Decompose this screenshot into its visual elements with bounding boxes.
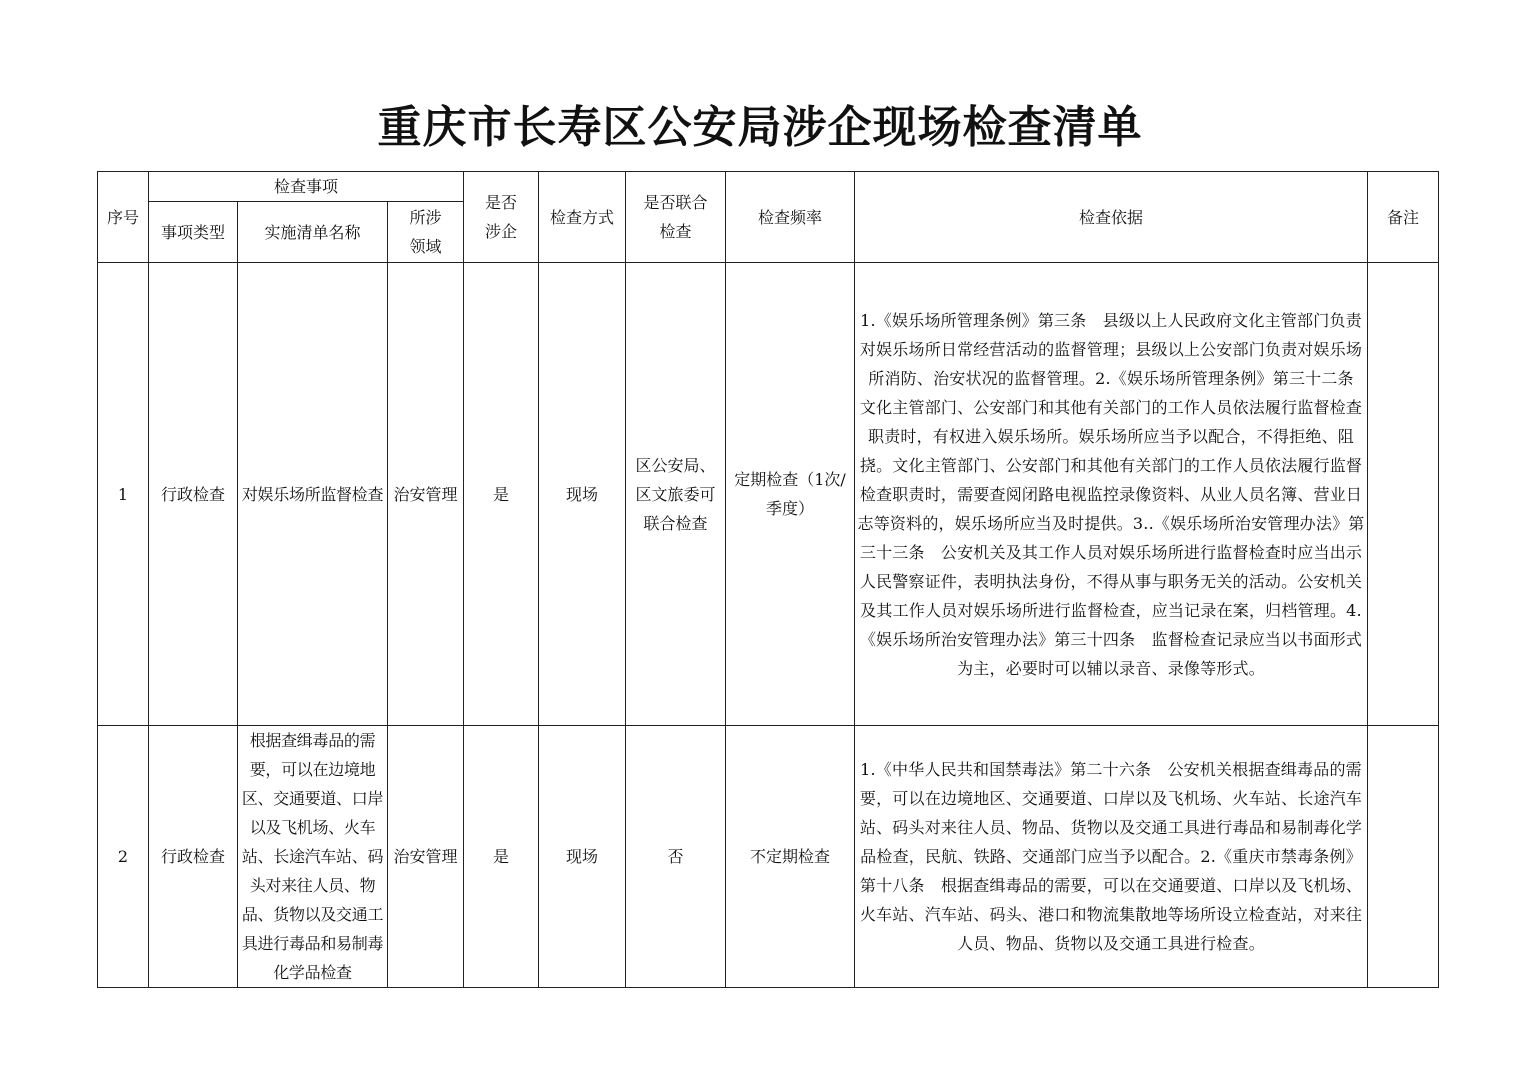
header-row-1 <box>98 172 1439 202</box>
page-title: 重庆市长寿区公安局涉企现场检查清单 <box>377 102 1143 153</box>
row-frequency: 不定期检查 <box>726 726 855 988</box>
header-note: 备注 <box>1368 172 1439 263</box>
row-involves-enterprise: 是 <box>464 263 539 726</box>
header-involves-enterprise <box>464 172 539 263</box>
header-involves-enterprise-line1: 是否 <box>485 193 518 212</box>
table-row <box>98 726 1439 988</box>
header-joint-line1: 是否联合 <box>643 193 708 212</box>
row-joint: 否 <box>626 726 726 988</box>
table-row <box>98 263 1439 726</box>
header-item-type: 事项类型 <box>149 202 238 263</box>
row-joint: 区公安局、区文旅委可联合检查 <box>626 263 726 726</box>
row-domain: 治安管理 <box>388 726 464 988</box>
header-basis: 检查依据 <box>855 172 1368 263</box>
header-domain <box>388 202 464 263</box>
row-basis: 1.《中华人民共和国禁毒法》第二十六条 公安机关根据查缉毒品的需要，可以在边境地区、交通要道、口岸以及飞机场、火车站、长途汽车站、码头对来往人员、物品、货物以及交通工具进行毒品和易制毒化学品检查，民航、铁路、交通部门应当予以配合。2.《重庆市禁毒条例》第十八条 根据查缉毒品的需要，可以在交通要道、口岸以及飞机场、火车站、汽车站、码头、港口和物流集散地等场所设立检查站，对来往人员、物品、货物以及交通工具进行检查。 <box>855 726 1368 988</box>
row-method: 现场 <box>539 726 626 988</box>
row-item-name: 对娱乐场所监督检查 <box>238 263 388 726</box>
header-joint <box>626 172 726 263</box>
header-domain-line2: 领域 <box>409 237 442 256</box>
row-domain: 治安管理 <box>388 263 464 726</box>
header-seq: 序号 <box>98 172 149 263</box>
header-method: 检查方式 <box>539 172 626 263</box>
row-note <box>1368 726 1439 988</box>
header-domain-line1: 所涉 <box>409 208 442 227</box>
header-frequency: 检查频率 <box>726 172 855 263</box>
row-item-type: 行政检查 <box>149 263 238 726</box>
header-joint-line2: 检查 <box>659 222 692 241</box>
row-basis: 1.《娱乐场所管理条例》第三条 县级以上人民政府文化主管部门负责对娱乐场所日常经营活动的监督管理；县级以上公安部门负责对娱乐场所消防、治安状况的监督管理。2.《娱乐场所管理条例》第三十二条 文化主管部门、公安部门和其他有关部门的工作人员依法履行监督检查职责时，有权进入娱乐场所。娱乐场所应当予以配合，不得拒绝、阻挠。文化主管部门、公安部门和其他有关部门的工作人员依法履行监督检查职责时，需要查阅闭路电视监控录像资料、从业人员名簿、营业日志等资料的，娱乐场所应当及时提供。3..《娱乐场所治安管理办法》第三十三条 公安机关及其工作人员对娱乐场所进行监督检查时应当出示人民警察证件，表明执法身份，不得从事与职务无关的活动。公安机关及其工作人员对娱乐场所进行监督检查，应当记录在案，归档管理。4.《娱乐场所治安管理办法》第三十四条 监督检查记录应当以书面形式为主，必要时可以辅以录音、录像等形式。 <box>855 263 1368 726</box>
header-check-item-group: 检查事项 <box>149 172 464 202</box>
row-involves-enterprise: 是 <box>464 726 539 988</box>
row-frequency: 定期检查（1次/季度） <box>726 263 855 726</box>
header-item-name: 实施清单名称 <box>238 202 388 263</box>
row-note <box>1368 263 1439 726</box>
row-seq: 1 <box>98 263 149 726</box>
row-method: 现场 <box>539 263 626 726</box>
row-item-type: 行政检查 <box>149 726 238 988</box>
header-involves-enterprise-line2: 涉企 <box>485 222 518 241</box>
row-seq: 2 <box>98 726 149 988</box>
inspection-table <box>97 171 1439 988</box>
row-item-name: 根据查缉毒品的需要，可以在边境地区、交通要道、口岸以及飞机场、火车站、长途汽车站、码头对来往人员、物品、货物以及交通工具进行毒品和易制毒化学品检查 <box>238 726 388 988</box>
